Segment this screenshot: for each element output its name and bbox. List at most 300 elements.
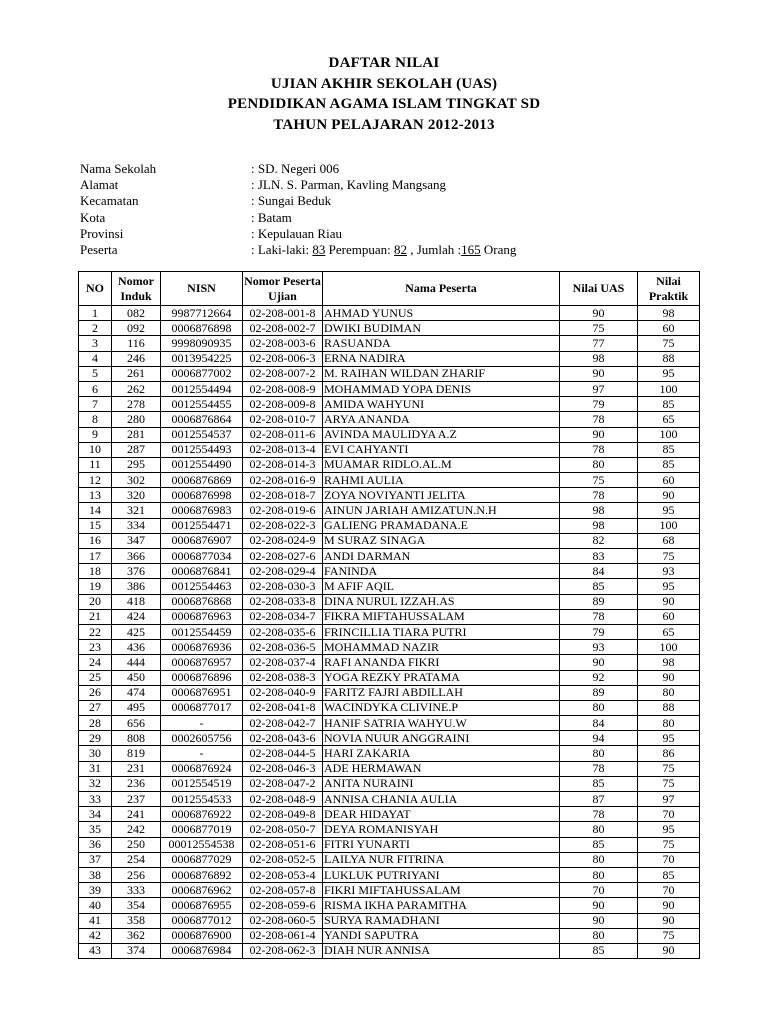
info-value: : Kepulauan Riau: [251, 225, 342, 241]
cell-nisn: 0006876955: [161, 898, 243, 913]
cell-nomor-peserta: 02-208-013-4: [243, 442, 323, 457]
cell-no: 26: [79, 685, 112, 700]
cell-nomor-peserta: 02-208-060-5: [243, 913, 323, 928]
cell-no: 30: [79, 746, 112, 761]
table-row: [79, 412, 700, 427]
cell-nilai-uas: 85: [560, 837, 638, 852]
cell-nomor-peserta: 02-208-050-7: [243, 822, 323, 837]
cell-no: 11: [79, 457, 112, 472]
cell-nilai-praktik: 100: [638, 640, 700, 655]
table-row: [79, 700, 700, 715]
cell-nomor-induk: 092: [112, 321, 161, 336]
cell-nilai-praktik: 100: [638, 427, 700, 442]
cell-nomor-induk: 321: [112, 503, 161, 518]
cell-nilai-praktik: 90: [638, 913, 700, 928]
cell-nisn: 9987712664: [161, 306, 243, 321]
cell-nisn: 0006876898: [161, 321, 243, 336]
cell-nomor-peserta: 02-208-051-6: [243, 837, 323, 852]
info-value: : Batam: [251, 209, 292, 225]
cell-nilai-uas: 80: [560, 746, 638, 761]
cell-nisn: 0006877019: [161, 822, 243, 837]
cell-nomor-induk: 254: [112, 852, 161, 867]
table-row: [79, 533, 700, 548]
cell-nomor-peserta: 02-208-034-7: [243, 609, 323, 624]
cell-nilai-uas: 84: [560, 564, 638, 579]
info-label: Peserta: [80, 241, 118, 257]
cell-nilai-praktik: 90: [638, 943, 700, 958]
cell-no: 20: [79, 594, 112, 609]
cell-nomor-peserta: 02-208-029-4: [243, 564, 323, 579]
cell-nomor-induk: 281: [112, 427, 161, 442]
cell-nama: RASUANDA: [323, 336, 560, 351]
cell-nama: RISMA IKHA PARAMITHA: [323, 898, 560, 913]
cell-nilai-praktik: 68: [638, 533, 700, 548]
jumlah-label: , Jumlah :: [406, 241, 462, 257]
table-row: [79, 549, 700, 564]
cell-no: 39: [79, 883, 112, 898]
cell-nomor-induk: 295: [112, 457, 161, 472]
cell-nilai-uas: 89: [560, 594, 638, 609]
info-row-alamat: [80, 177, 516, 193]
cell-no: 13: [79, 488, 112, 503]
cell-nama: RAFI ANANDA FIKRI: [323, 655, 560, 670]
cell-nama: RAHMI AULIA: [323, 473, 560, 488]
table-row: [79, 746, 700, 761]
cell-nomor-induk: 334: [112, 518, 161, 533]
cell-nama: ARYA ANANDA: [323, 412, 560, 427]
cell-nama: EVI CAHYANTI: [323, 442, 560, 457]
cell-nilai-praktik: 95: [638, 503, 700, 518]
table-row: [79, 442, 700, 457]
cell-nilai-uas: 78: [560, 761, 638, 776]
cell-nilai-uas: 80: [560, 700, 638, 715]
cell-no: 34: [79, 807, 112, 822]
header-nilai-uas: Nilai UAS: [560, 272, 638, 306]
cell-nisn: 0006876864: [161, 412, 243, 427]
cell-nilai-praktik: 75: [638, 928, 700, 943]
cell-nisn: -: [161, 746, 243, 761]
info-row-sekolah: [80, 161, 516, 177]
cell-no: 33: [79, 792, 112, 807]
cell-nama: DEYA ROMANISYAH: [323, 822, 560, 837]
cell-nilai-uas: 80: [560, 852, 638, 867]
grades-table: [78, 271, 700, 959]
table-row: [79, 321, 700, 336]
cell-no: 16: [79, 533, 112, 548]
cell-nama: M. RAIHAN WILDAN ZHARIF: [323, 366, 560, 381]
cell-nama: LUKLUK PUTRIYANI: [323, 867, 560, 882]
cell-nisn: 0006876869: [161, 473, 243, 488]
cell-nama: AHMAD YUNUS: [323, 306, 560, 321]
title-line-3: PENDIDIKAN AGAMA ISLAM TINGKAT SD: [227, 96, 541, 112]
cell-nisn: 0006877029: [161, 852, 243, 867]
cell-nisn: 0006876998: [161, 488, 243, 503]
cell-nilai-praktik: 60: [638, 321, 700, 336]
cell-nomor-induk: 278: [112, 397, 161, 412]
cell-nisn: 0006876907: [161, 533, 243, 548]
cell-nomor-induk: 250: [112, 837, 161, 852]
cell-nilai-praktik: 85: [638, 442, 700, 457]
table-row: [79, 381, 700, 396]
cell-nisn: 0006876900: [161, 928, 243, 943]
cell-nomor-induk: 450: [112, 670, 161, 685]
table-row: [79, 336, 700, 351]
table-row: [79, 473, 700, 488]
info-label: Kota: [80, 209, 106, 225]
cell-nilai-uas: 75: [560, 321, 638, 336]
cell-nilai-praktik: 90: [638, 898, 700, 913]
table-row: [79, 655, 700, 670]
cell-no: 9: [79, 427, 112, 442]
cell-no: 25: [79, 670, 112, 685]
cell-nama: GALIENG PRAMADANA.E: [323, 518, 560, 533]
cell-nama: SURYA RAMADHANI: [323, 913, 560, 928]
cell-nilai-praktik: 88: [638, 351, 700, 366]
cell-nama: ERNA NADIRA: [323, 351, 560, 366]
cell-no: 27: [79, 700, 112, 715]
cell-nisn: 0012554519: [161, 776, 243, 791]
cell-nilai-praktik: 95: [638, 579, 700, 594]
cell-nisn: 0012554455: [161, 397, 243, 412]
cell-no: 19: [79, 579, 112, 594]
cell-nomor-peserta: 02-208-042-7: [243, 716, 323, 731]
cell-nomor-induk: 386: [112, 579, 161, 594]
cell-nisn: 0006877034: [161, 549, 243, 564]
title-line-4: TAHUN PELAJARAN 2012-2013: [273, 116, 495, 133]
cell-nomor-peserta: 02-208-061-4: [243, 928, 323, 943]
cell-nomor-induk: 082: [112, 306, 161, 321]
cell-nama: MOHAMMAD YOPA DENIS: [323, 381, 560, 396]
info-label: Kecamatan: [80, 193, 139, 209]
cell-nomor-peserta: 02-208-049-8: [243, 807, 323, 822]
cell-nama: M SURAZ SINAGA: [323, 533, 560, 548]
cell-nomor-induk: 444: [112, 655, 161, 670]
cell-nilai-praktik: 70: [638, 852, 700, 867]
cell-nama: M AFIF AQIL: [323, 579, 560, 594]
cell-nomor-peserta: 02-208-006-3: [243, 351, 323, 366]
cell-nilai-praktik: 98: [638, 655, 700, 670]
document-title: [0, 53, 768, 135]
cell-nilai-praktik: 65: [638, 624, 700, 639]
cell-nisn: 0012554490: [161, 457, 243, 472]
info-row-kota: [80, 210, 516, 226]
cell-nilai-praktik: 80: [638, 685, 700, 700]
cell-nilai-uas: 97: [560, 381, 638, 396]
table-row: [79, 822, 700, 837]
cell-no: 31: [79, 761, 112, 776]
cell-nisn: 0012554493: [161, 442, 243, 457]
cell-nomor-induk: 261: [112, 366, 161, 381]
cell-nilai-praktik: 70: [638, 807, 700, 822]
cell-nisn: 0006876922: [161, 807, 243, 822]
cell-nomor-induk: 320: [112, 488, 161, 503]
cell-nisn: 0006876951: [161, 685, 243, 700]
table-row: [79, 943, 700, 958]
table-row: [79, 837, 700, 852]
cell-nomor-induk: 241: [112, 807, 161, 822]
cell-nomor-induk: 358: [112, 913, 161, 928]
cell-nilai-uas: 90: [560, 366, 638, 381]
cell-nomor-peserta: 02-208-062-3: [243, 943, 323, 958]
cell-nama: ANDI DARMAN: [323, 549, 560, 564]
cell-nomor-induk: 808: [112, 731, 161, 746]
cell-nisn: 0006877012: [161, 913, 243, 928]
cell-nilai-praktik: 98: [638, 306, 700, 321]
cell-nisn: 9998090935: [161, 336, 243, 351]
cell-nomor-peserta: 02-208-002-7: [243, 321, 323, 336]
table-row: [79, 564, 700, 579]
cell-nomor-induk: 116: [112, 336, 161, 351]
table-row: [79, 488, 700, 503]
cell-no: 32: [79, 776, 112, 791]
cell-nilai-uas: 79: [560, 624, 638, 639]
cell-nomor-peserta: 02-208-003-6: [243, 336, 323, 351]
cell-nilai-uas: 90: [560, 913, 638, 928]
cell-nilai-praktik: 95: [638, 366, 700, 381]
cell-nilai-praktik: 86: [638, 746, 700, 761]
cell-nomor-induk: 237: [112, 792, 161, 807]
cell-nilai-uas: 79: [560, 397, 638, 412]
table-row: [79, 928, 700, 943]
cell-nomor-induk: 366: [112, 549, 161, 564]
cell-nilai-uas: 78: [560, 488, 638, 503]
cell-nisn: 0006876896: [161, 670, 243, 685]
table-row: [79, 351, 700, 366]
table-row: [79, 518, 700, 533]
cell-no: 5: [79, 366, 112, 381]
cell-nomor-induk: 256: [112, 867, 161, 882]
table-row: [79, 898, 700, 913]
header-nama-peserta: Nama Peserta: [323, 272, 560, 306]
cell-nomor-induk: 302: [112, 473, 161, 488]
cell-nilai-uas: 87: [560, 792, 638, 807]
cell-nama: DINA NURUL IZZAH.AS: [323, 594, 560, 609]
table-row: [79, 685, 700, 700]
table-row: [79, 670, 700, 685]
cell-nomor-peserta: 02-208-011-6: [243, 427, 323, 442]
cell-nomor-induk: 287: [112, 442, 161, 457]
perempuan-label: Perempuan:: [325, 241, 394, 257]
cell-nama: YANDI SAPUTRA: [323, 928, 560, 943]
cell-nama: YOGA REZKY PRATAMA: [323, 670, 560, 685]
cell-nilai-uas: 70: [560, 883, 638, 898]
cell-nomor-peserta: 02-208-036-5: [243, 640, 323, 655]
cell-nama: DIAH NUR ANNISA: [323, 943, 560, 958]
cell-nilai-praktik: 75: [638, 837, 700, 852]
cell-no: 17: [79, 549, 112, 564]
cell-no: 7: [79, 397, 112, 412]
cell-nilai-praktik: 95: [638, 731, 700, 746]
cell-nilai-uas: 98: [560, 351, 638, 366]
cell-nisn: 0012554537: [161, 427, 243, 442]
cell-no: 36: [79, 837, 112, 852]
cell-no: 18: [79, 564, 112, 579]
orang-label: Orang: [480, 241, 517, 257]
cell-nilai-uas: 90: [560, 306, 638, 321]
info-value: : SD. Negeri 006: [251, 161, 340, 176]
cell-nomor-peserta: 02-208-033-8: [243, 594, 323, 609]
cell-nilai-praktik: 75: [638, 549, 700, 564]
cell-nilai-praktik: 85: [638, 397, 700, 412]
cell-nama: MUAMAR RIDLO.AL.M: [323, 457, 560, 472]
cell-no: 21: [79, 609, 112, 624]
cell-nomor-peserta: 02-208-010-7: [243, 412, 323, 427]
cell-nilai-praktik: 90: [638, 488, 700, 503]
cell-nomor-induk: 819: [112, 746, 161, 761]
cell-nomor-peserta: 02-208-046-3: [243, 761, 323, 776]
table-row: [79, 579, 700, 594]
title-line-2: UJIAN AKHIR SEKOLAH (UAS): [270, 75, 498, 92]
cell-nisn: 0006876892: [161, 867, 243, 882]
cell-nomor-peserta: 02-208-041-8: [243, 700, 323, 715]
cell-nomor-induk: 374: [112, 943, 161, 958]
cell-nilai-praktik: 100: [638, 518, 700, 533]
cell-nomor-induk: 436: [112, 640, 161, 655]
info-value: : JLN. S. Parman, Kavling Mangsang: [251, 177, 446, 193]
cell-no: 1: [79, 306, 112, 321]
cell-nilai-praktik: 85: [638, 867, 700, 882]
info-row-peserta: [80, 242, 516, 258]
laki-count: 83: [312, 241, 326, 257]
info-row-provinsi: [80, 226, 516, 242]
cell-nomor-peserta: 02-208-052-5: [243, 852, 323, 867]
cell-nilai-uas: 85: [560, 776, 638, 791]
cell-nilai-uas: 80: [560, 822, 638, 837]
cell-nomor-induk: 418: [112, 594, 161, 609]
info-row-kecamatan: [80, 193, 516, 209]
cell-nisn: 0006876983: [161, 503, 243, 518]
cell-nama: HANIF SATRIA WAHYU.W: [323, 716, 560, 731]
cell-nilai-praktik: 75: [638, 761, 700, 776]
cell-nomor-peserta: 02-208-019-6: [243, 503, 323, 518]
cell-no: 40: [79, 898, 112, 913]
cell-nomor-induk: 362: [112, 928, 161, 943]
cell-nomor-peserta: 02-208-057-8: [243, 883, 323, 898]
cell-nisn: 0006876957: [161, 655, 243, 670]
cell-no: 24: [79, 655, 112, 670]
cell-nomor-induk: 656: [112, 716, 161, 731]
cell-nomor-peserta: 02-208-007-2: [243, 366, 323, 381]
table-row: [79, 503, 700, 518]
cell-nomor-induk: 354: [112, 898, 161, 913]
cell-nilai-uas: 80: [560, 867, 638, 882]
cell-nilai-uas: 90: [560, 898, 638, 913]
cell-nilai-uas: 77: [560, 336, 638, 351]
header-nomor-induk: Nomor Induk: [112, 272, 161, 306]
cell-nilai-uas: 85: [560, 579, 638, 594]
header-no: NO: [79, 272, 112, 306]
table-row: [79, 306, 700, 321]
cell-nilai-uas: 89: [560, 685, 638, 700]
cell-nama: FRINCILLIA TIARA PUTRI: [323, 624, 560, 639]
cell-nama: FARITZ FAJRI ABDILLAH: [323, 685, 560, 700]
cell-no: 23: [79, 640, 112, 655]
cell-nama: ADE HERMAWAN: [323, 761, 560, 776]
cell-nilai-uas: 82: [560, 533, 638, 548]
cell-nama: AMIDA WAHYUNI: [323, 397, 560, 412]
table-row: [79, 913, 700, 928]
laki-label: : Laki-laki:: [251, 241, 313, 257]
cell-no: 29: [79, 731, 112, 746]
info-value: : Sungai Beduk: [251, 193, 332, 209]
cell-nilai-praktik: 80: [638, 716, 700, 731]
cell-nomor-induk: 246: [112, 351, 161, 366]
cell-nilai-praktik: 70: [638, 883, 700, 898]
header-nilai-praktik: Nilai Praktik: [638, 272, 700, 306]
perempuan-count: 82: [393, 241, 407, 257]
cell-no: 37: [79, 852, 112, 867]
cell-nisn: 0006876868: [161, 594, 243, 609]
cell-nilai-praktik: 65: [638, 412, 700, 427]
cell-nama: FITRI YUNARTI: [323, 837, 560, 852]
cell-nisn: 0002605756: [161, 731, 243, 746]
cell-nomor-induk: 231: [112, 761, 161, 776]
cell-nama: FIKRA MIFTAHUSSALAM: [323, 609, 560, 624]
table-row: [79, 366, 700, 381]
cell-nisn: 0006876841: [161, 564, 243, 579]
cell-nilai-uas: 78: [560, 442, 638, 457]
cell-nama: NOVIA NUUR ANGGRAINI: [323, 731, 560, 746]
table-row: [79, 867, 700, 882]
cell-nomor-induk: 262: [112, 381, 161, 396]
cell-nilai-uas: 78: [560, 412, 638, 427]
cell-nomor-induk: 347: [112, 533, 161, 548]
cell-nomor-induk: 236: [112, 776, 161, 791]
cell-no: 3: [79, 336, 112, 351]
cell-nama: DEAR HIDAYAT: [323, 807, 560, 822]
table-row: [79, 594, 700, 609]
cell-nomor-peserta: 02-208-001-8: [243, 306, 323, 321]
cell-nomor-induk: 424: [112, 609, 161, 624]
cell-nilai-uas: 85: [560, 943, 638, 958]
cell-nomor-peserta: 02-208-016-9: [243, 473, 323, 488]
table-row: [79, 807, 700, 822]
cell-nama: ZOYA NOVIYANTI JELITA: [323, 488, 560, 503]
cell-nilai-uas: 90: [560, 427, 638, 442]
cell-nomor-peserta: 02-208-040-9: [243, 685, 323, 700]
cell-nisn: 0013954225: [161, 351, 243, 366]
cell-nisn: 0006877017: [161, 700, 243, 715]
cell-nama: HARI ZAKARIA: [323, 746, 560, 761]
cell-nilai-praktik: 95: [638, 822, 700, 837]
cell-nisn: 0012554459: [161, 624, 243, 639]
cell-nisn: 0006876963: [161, 609, 243, 624]
cell-no: 2: [79, 321, 112, 336]
table-header-row: [79, 272, 700, 306]
cell-nilai-uas: 80: [560, 457, 638, 472]
table-row: [79, 883, 700, 898]
cell-nama: DWIKI BUDIMAN: [323, 321, 560, 336]
cell-nomor-peserta: 02-208-022-3: [243, 518, 323, 533]
cell-nomor-induk: 474: [112, 685, 161, 700]
table-row: [79, 427, 700, 442]
table-row: [79, 624, 700, 639]
table-row: [79, 609, 700, 624]
cell-nama: AINUN JARIAH AMIZATUN.N.H: [323, 503, 560, 518]
cell-nomor-induk: 280: [112, 412, 161, 427]
cell-nilai-uas: 83: [560, 549, 638, 564]
cell-nisn: 0006877002: [161, 366, 243, 381]
info-label: Alamat: [80, 177, 119, 193]
header-nomor-peserta: Nomor Peserta Ujian: [243, 272, 323, 306]
cell-nomor-induk: 376: [112, 564, 161, 579]
cell-no: 6: [79, 381, 112, 396]
cell-nomor-peserta: 02-208-030-3: [243, 579, 323, 594]
cell-no: 41: [79, 913, 112, 928]
cell-no: 28: [79, 716, 112, 731]
table-row: [79, 761, 700, 776]
cell-nomor-peserta: 02-208-048-9: [243, 792, 323, 807]
